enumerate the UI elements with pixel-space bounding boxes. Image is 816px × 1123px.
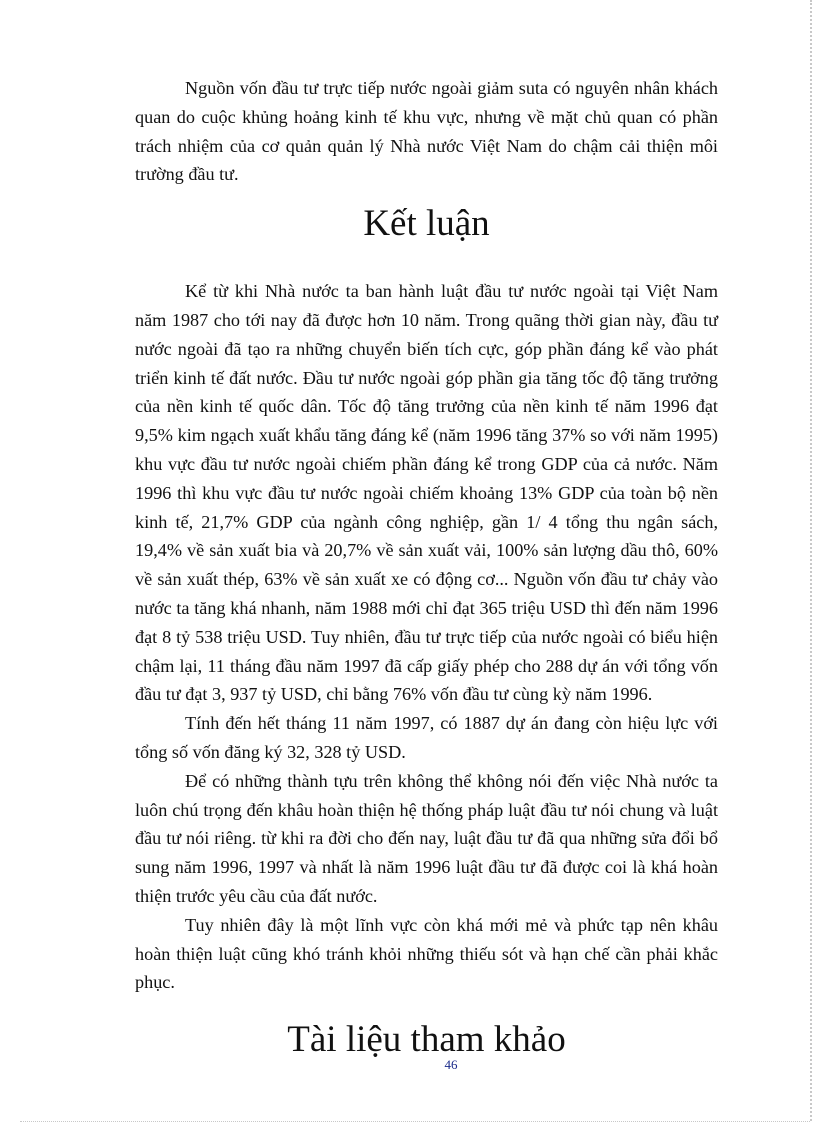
conclusion-paragraph-4: Tuy nhiên đây là một lĩnh vực còn khá mới mẻ và phức tạp nên khâu hoàn thiện luật cũng khó tránh khỏi những thiếu sót và hạn chế cần phải khắc phục. xyxy=(135,914,718,993)
references-heading: Tài liệu tham khảo xyxy=(287,1019,566,1061)
conclusion-heading: Kết luận xyxy=(363,203,490,245)
intro-paragraph: Nguồn vốn đầu tư trực tiếp nước ngoài giảm suta có nguyên nhân khách quan do cuộc khủng hoảng kinh tế khu vực, nhưng về mặt chủ quan có phần trách nhiệm của cơ quản quản lý Nhà nước Việt Nam do chậm cải thiện môi trường đầu tư. xyxy=(135,78,718,185)
page-edge-bottom xyxy=(20,1121,810,1122)
conclusion-paragraph-3: Để có những thành tựu trên không thể không nói đến việc Nhà nước ta luôn chú trọng đến khâu hoàn thiện hệ thống pháp luật đầu tư nói chung và luật đầu tư nói riêng. từ khi ra đời cho đến nay, luật đầu tư đã qua những sửa đổi bổ sung năm 1996, 1997 và nhất là năm 1996 luật đầu tư đã được coi là khá hoàn thiện trước yêu cầu của đất nước. xyxy=(135,770,718,906)
page-number: 46 xyxy=(444,1057,458,1072)
conclusion-paragraph-2: Tính đến hết tháng 11 năm 1997, có 1887 dự án đang còn hiệu lực với tổng số vốn đăng ký 32, 328 tỷ USD. xyxy=(135,713,718,762)
conclusion-paragraph-1: Kể từ khi Nhà nước ta ban hành luật đầu tư nước ngoài tại Việt Nam năm 1987 cho tới nay đã được hơn 10 năm. Trong quãng thời gian này, đầu tư nước ngoài đã tạo ra những chuyển biến tích cực, góp phần đáng kể vào phát triển kinh tế đất nước. Đầu tư nước ngoài góp phần gia tăng tốc độ tăng trưởng của nền kinh tế quốc dân. Tốc độ tăng trưởng của nền kinh tế năm 1996 đạt 9,5% kim ngạch xuất khẩu tăng đáng kể (năm 1996 tăng 37% so với năm 1995) khu vực đầu tư nước ngoài chiếm phần đáng kể trong GDP của cả nước. Năm 1996 thì khu vực đầu tư nước ngoài chiếm khoảng 13% GDP của toàn bộ nền kinh tế, 21,7% GDP của ngành công nghiệp, gần 1/ 4 tổng thu ngân sách, 19,4% về sản xuất bia và 20,7% về sản xuất vải, 100% sản lượng dầu thô, 60% về sản xuất thép, 63% về sản xuất xe có động cơ... Nguồn vốn đầu tư chảy vào nước ta tăng khá nhanh, năm 1988 mới chỉ đạt 365 triệu USD thì đến năm 1996 đạt 8 tỷ 538 triệu USD. Tuy nhiên, đầu tư trực tiếp của nước ngoài có biểu hiện chậm lại, 11 tháng đầu năm 1997 đã cấp giấy phép cho 288 dự án với tổng vốn đầu tư đạt 3, 937 tỷ USD, chỉ bằng 76% vốn đầu tư cùng kỳ năm 1996. xyxy=(135,281,718,705)
document-body xyxy=(135,74,718,1065)
